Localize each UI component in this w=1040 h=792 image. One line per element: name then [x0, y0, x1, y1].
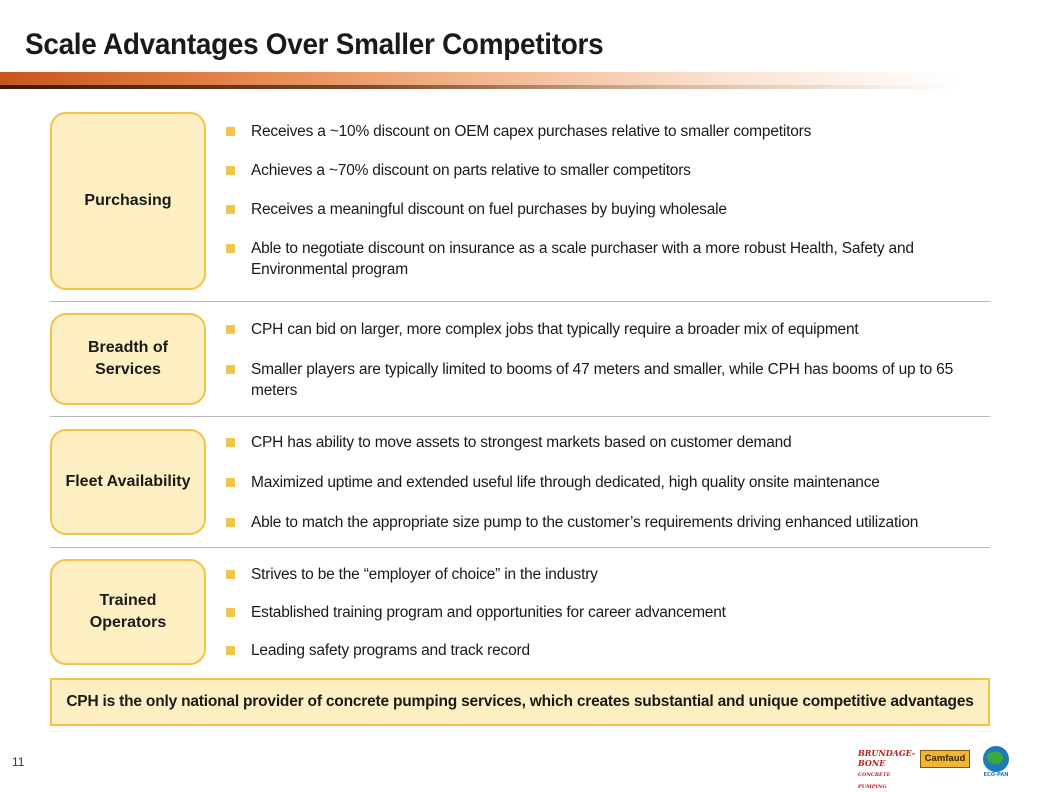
bullet-marker	[226, 518, 235, 527]
bullet-item	[226, 359, 986, 401]
bullet-marker	[226, 608, 235, 617]
title-rule-dark	[0, 85, 1040, 89]
section-label-trained-operators: Trained Operators	[50, 559, 206, 665]
bullet-marker	[226, 166, 235, 175]
bullet-text: Smaller players are typically limited to booms of 47 meters and smaller, while CPH has booms of up to 65 meters	[251, 361, 953, 399]
bullet-text: Strives to be the “employer of choice” in the industry	[251, 566, 598, 583]
bullet-marker	[226, 646, 235, 655]
section-divider	[50, 416, 990, 417]
bullet-marker	[226, 478, 235, 487]
bullet-text: Maximized uptime and extended useful life through dedicated, high quality onsite maintenance	[251, 474, 880, 491]
bullet-marker	[226, 438, 235, 447]
camfaud-logo: Camfaud	[920, 750, 970, 768]
bullet-item	[226, 472, 986, 493]
bullet-item	[226, 121, 986, 142]
section-divider	[50, 547, 990, 548]
bullet-list-purchasing	[226, 121, 986, 280]
page-title: Scale Advantages Over Smaller Competitors	[25, 28, 604, 61]
bullet-item	[226, 602, 986, 623]
bullet-text: Able to negotiate discount on insurance as a scale purchaser with a more robust Health, Safety and Environmental program	[251, 240, 914, 278]
bullet-list-breadth-of-services	[226, 319, 986, 401]
eco-pan-logo	[976, 744, 1016, 778]
page-number: 11	[12, 755, 25, 769]
callout-box: CPH is the only national provider of concrete pumping services, which creates substantial and unique competitive advantages	[50, 678, 990, 726]
bullet-marker	[226, 570, 235, 579]
bullet-text: Receives a meaningful discount on fuel purchases by buying wholesale	[251, 201, 727, 218]
bullet-item	[226, 160, 986, 181]
section-purchasing	[50, 112, 990, 292]
bullet-marker	[226, 325, 235, 334]
bullet-text: CPH has ability to move assets to strongest markets based on customer demand	[251, 434, 792, 451]
bullet-marker	[226, 127, 235, 136]
bullet-list-fleet-availability	[226, 432, 986, 533]
brundage-bone-logo: BRUNDAGE- BONE CONCRETE PUMPING	[858, 748, 916, 790]
bullet-item	[226, 640, 986, 661]
footer-logos	[858, 744, 1023, 790]
section-fleet-availability	[50, 429, 990, 535]
section-label-breadth-of-services: Breadth of Services	[50, 313, 206, 405]
section-label-fleet-availability: Fleet Availability	[50, 429, 206, 535]
section-trained-operators	[50, 559, 990, 665]
bullet-item	[226, 512, 986, 533]
bullet-text: Leading safety programs and track record	[251, 642, 530, 659]
bullet-item	[226, 319, 986, 340]
bullet-item	[226, 238, 986, 280]
bullet-text: Achieves a ~70% discount on parts relative to smaller competitors	[251, 162, 691, 179]
bullet-item	[226, 199, 986, 220]
bullet-item	[226, 564, 986, 585]
bullet-item	[226, 432, 986, 453]
bullet-text: CPH can bid on larger, more complex jobs that typically require a broader mix of equipment	[251, 321, 859, 338]
section-divider	[50, 301, 990, 302]
bullet-text: Established training program and opportunities for career advancement	[251, 604, 726, 621]
bullet-text: Receives a ~10% discount on OEM capex purchases relative to smaller competitors	[251, 123, 812, 140]
svg-text:ECO-PAN: ECO-PAN	[983, 772, 1009, 778]
bullet-marker	[226, 365, 235, 374]
bullet-list-trained-operators	[226, 564, 986, 661]
bullet-marker	[226, 205, 235, 214]
bullet-text: Able to match the appropriate size pump to the customer’s requirements driving enhanced utilization	[251, 514, 919, 531]
bullet-marker	[226, 244, 235, 253]
section-label-purchasing: Purchasing	[50, 112, 206, 290]
section-breadth-of-services	[50, 313, 990, 405]
